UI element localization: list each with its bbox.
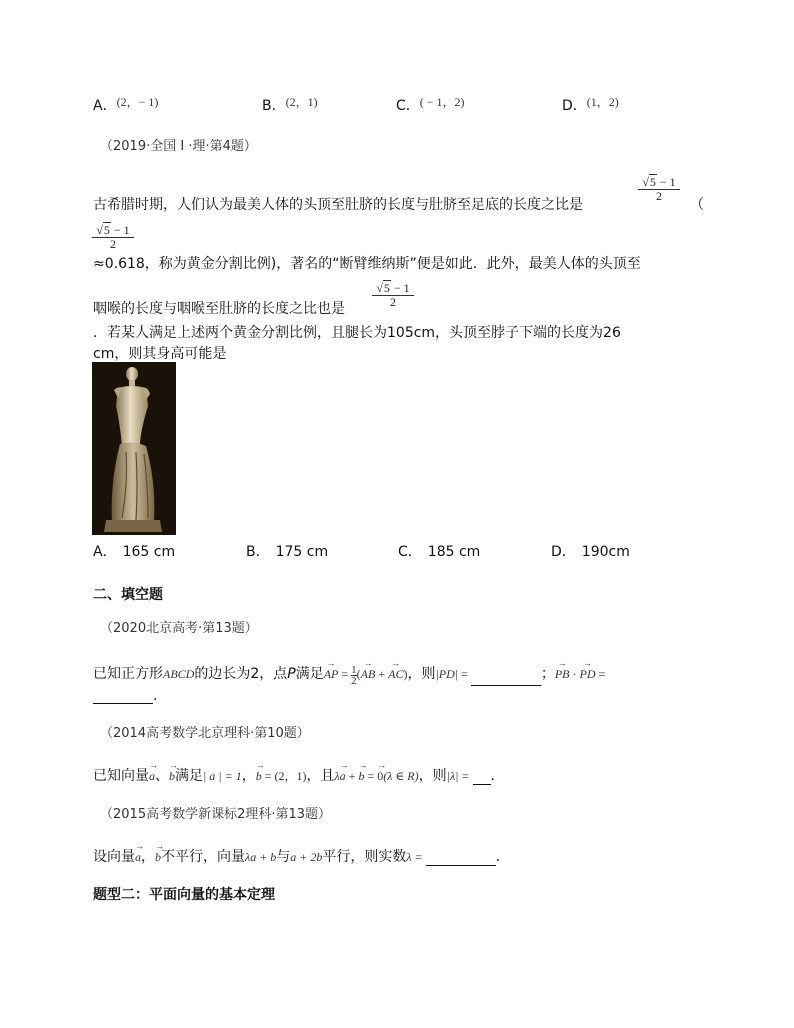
q2-source: （2019·全国 Ⅰ ·理·第4题） [100, 139, 257, 154]
q3-text: 已知正方形ABCD的边长为2，点P满足→ AP = $\frac{1}{2}$ (→ AB + → AC)，则|PD| = ；→ PB · → PD = [93, 663, 605, 686]
q5-text: 设向量→ a，→ b不平行，向量λa + b与a + 2b平行，则实数λ = ． [93, 846, 510, 866]
section-title-basic-theorem: 题型二：平面向量的基本定理 [93, 887, 275, 903]
q1-option-b: B．(2，1) [262, 95, 318, 114]
venus-de-milo-image [92, 362, 176, 535]
q2-option-c: C． 185 cm [398, 544, 481, 560]
q2-fraction-2: $\frac{√5 - 1}{2}$ [92, 222, 134, 251]
q5-source: （2015高考数学新课标2理科·第13题） [100, 807, 332, 822]
q2-option-a: A． 165 cm [93, 544, 176, 560]
q2-line1: 古希腊时期，人们认为最美人体的头顶至肚脐的长度与肚脐至足底的长度之比是 [93, 197, 583, 213]
q3-answer-blank-2[interactable] [93, 689, 153, 704]
q2-option-b: B． 175 cm [246, 544, 329, 560]
q4-answer-blank[interactable] [473, 770, 491, 785]
q4-text: 已知向量→ a、→ b满足| a | = 1，→ b = (2，1)，且λ→ a + → b = → 0(λ ∈ R)，则|λ| = ． [93, 765, 505, 785]
q3-answer-blank-1[interactable] [471, 671, 541, 686]
q2-line5: ．若某人满足上述两个黄金分割比例，且腿长为105cm，头顶至脖子下端的长度为26 [93, 325, 621, 341]
q2-line3: ≈0.618，称为黄金分割比例)，著名的“断臂维纳斯”便是如此．此外，最美人体的头顶至 [93, 256, 641, 272]
q2-option-d: D． 190cm [551, 544, 630, 560]
q3-source: （2020北京高考·第13题） [100, 621, 258, 636]
q2-paren-open: （ [690, 197, 704, 213]
q2-fraction-1: $\frac{√5 - 1}{2}$ [638, 174, 680, 203]
q5-answer-blank[interactable] [426, 851, 496, 866]
section-title-fill-in: 二、填空题 [93, 587, 163, 603]
q2-line6: cm，则其身高可能是 [93, 346, 227, 362]
q1-option-c: C．( − 1，2) [396, 95, 465, 114]
q1-option-a: A．(2，− 1) [93, 95, 159, 114]
q3-line2: . [93, 688, 157, 704]
q4-source: （2014高考数学北京理科·第10题） [100, 726, 310, 741]
q1-option-d: D．(1，2) [562, 95, 619, 114]
q2-fraction-3: $\frac{√5 - 1}{2}$ [372, 280, 414, 309]
q2-line4: 咽喉的长度与咽喉至肚脐的长度之比也是 [93, 301, 345, 317]
